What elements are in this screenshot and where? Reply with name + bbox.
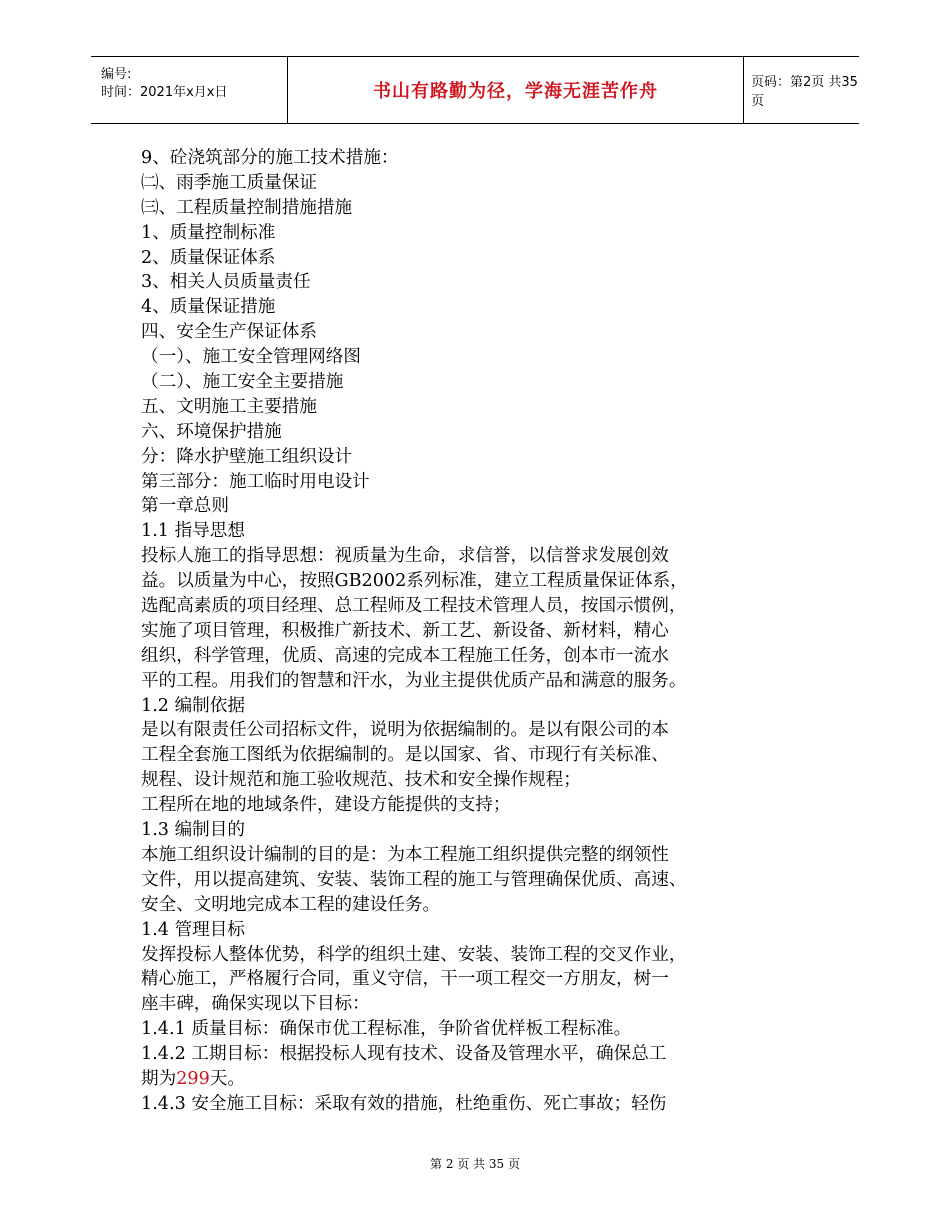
document-code-label: 编号: bbox=[101, 67, 132, 82]
text-line: 座丰碑，确保实现以下目标： bbox=[141, 994, 370, 1015]
page-header bbox=[91, 56, 859, 124]
text-line: 1.3 编制目的 bbox=[141, 820, 245, 841]
text-line: 1.4.1 质量目标：确保市优工程标准，争阶省优样板工程标准。 bbox=[141, 1019, 632, 1040]
text-line: 工程所在地的地域条件，建设方能提供的支持； bbox=[141, 795, 511, 816]
document-time-label: 时间：2021年x月x日 bbox=[101, 85, 228, 100]
text-line: 六、环境保护措施 bbox=[141, 421, 282, 442]
text-line: 第三部分：施工临时用电设计 bbox=[141, 471, 370, 492]
text-line: （一）、施工安全管理网络图 bbox=[141, 347, 361, 368]
text-line: ㈢、工程质量控制措施措施 bbox=[141, 197, 353, 218]
text-line: 1.4.2 工期目标：根据投标人现有技术、设备及管理水平，确保总工 bbox=[141, 1044, 667, 1065]
text-line: 四、安全生产保证体系 bbox=[141, 322, 317, 343]
text-line: 3、相关人员质量责任 bbox=[141, 272, 311, 293]
duration-value: 299 bbox=[176, 1068, 210, 1089]
duration-prefix: 期为 bbox=[141, 1068, 177, 1089]
text-line: 文件，用以提高建筑、安装、装饰工程的施工与管理确保优质、高速、 bbox=[141, 869, 687, 890]
header-page-info: 页码：第2页 共35页 bbox=[751, 75, 858, 109]
text-line: 9、砼浇筑部分的施工技术措施： bbox=[141, 148, 399, 168]
text-line: 组织，科学管理，优质、高速的完成本工程施工任务，创本市一流水 bbox=[141, 645, 669, 666]
text-line: 1.4 管理目标 bbox=[141, 919, 245, 940]
text-line: 益。以质量为中心，按照GB2002系列标准，建立工程质量保证体系， bbox=[141, 571, 688, 592]
text-line: 1.2 编制依据 bbox=[141, 695, 245, 716]
text-line: 发挥投标人整体优势，科学的组织土建、安装、装饰工程的交叉作业， bbox=[141, 944, 687, 965]
header-left-cell bbox=[91, 57, 287, 123]
text-line: 分：降水护壁施工组织设计 bbox=[141, 446, 353, 467]
text-line: 1、质量控制标准 bbox=[141, 222, 276, 243]
page-footer: 第 2 页 共 35 页 bbox=[430, 1157, 520, 1171]
document-body bbox=[141, 146, 831, 1117]
text-line: 平的工程。用我们的智慧和汗水，为业主提供优质产品和满意的服务。 bbox=[141, 670, 687, 691]
text-line: ㈡、雨季施工质量保证 bbox=[141, 172, 317, 193]
text-line: 2、质量保证体系 bbox=[141, 247, 276, 268]
duration-suffix: 天。 bbox=[209, 1068, 245, 1089]
text-line: 投标人施工的指导思想：视质量为生命，求信誉，以信誉求发展创效 bbox=[141, 546, 669, 567]
text-line: 工程全套施工图纸为依据编制的。是以国家、省、市现行有关标准、 bbox=[141, 745, 669, 766]
header-page-cell bbox=[743, 57, 867, 123]
text-line: 精心施工，严格履行合同，重义守信，干一项工程交一方朋友，树一 bbox=[141, 969, 669, 990]
header-motto: 书山有路勤为径，学海无涯苦作舟 bbox=[373, 81, 658, 102]
text-line: 选配高素质的项目经理、总工程师及工程技术管理人员，按国示惯例， bbox=[141, 596, 687, 617]
duration-line bbox=[141, 1067, 831, 1092]
text-line: 规程、设计规范和施工验收规范、技术和安全操作规程； bbox=[141, 770, 581, 791]
text-line: 1.4.3 安全施工目标：采取有效的措施，杜绝重伤、死亡事故；轻伤 bbox=[141, 1093, 667, 1114]
text-line: 五、文明施工主要措施 bbox=[141, 396, 317, 417]
text-line: 1.1 指导思想 bbox=[141, 521, 245, 542]
text-line: 是以有限责任公司招标文件，说明为依据编制的。是以有限公司的本 bbox=[141, 720, 669, 741]
text-line: 安全、文明地完成本工程的建设任务。 bbox=[141, 894, 441, 915]
header-motto-cell bbox=[287, 57, 744, 123]
text-line: 第一章总则 bbox=[141, 496, 229, 517]
text-line: 本施工组织设计编制的目的是：为本工程施工组织提供完整的纲领性 bbox=[141, 844, 669, 865]
text-line: （二）、施工安全主要措施 bbox=[141, 372, 344, 393]
text-line: 4、质量保证措施 bbox=[141, 297, 276, 318]
text-line: 实施了项目管理，积极推广新技术、新工艺、新设备、新材料，精心 bbox=[141, 620, 669, 641]
